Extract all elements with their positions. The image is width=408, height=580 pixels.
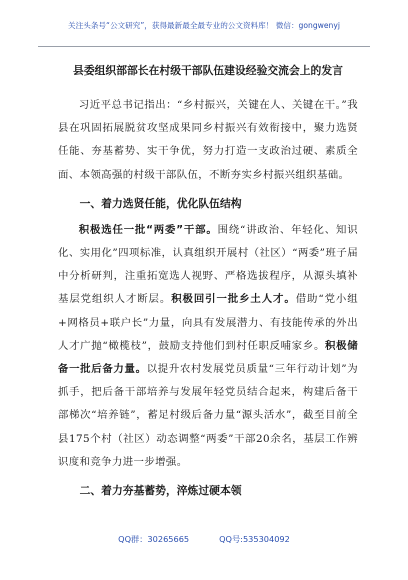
header-divider	[38, 46, 370, 47]
qq-number: QQ号:535304092	[219, 534, 290, 544]
lead-sentence-2: 积极回引一批乡土人才。	[171, 293, 296, 306]
section-heading-2: 二、着力夯基蓄势，淬炼过硬本领	[79, 484, 242, 498]
page-footer	[0, 534, 408, 545]
lead-sentence-1: 积极选任一批“两委”干部。	[78, 223, 218, 236]
document-body	[58, 62, 358, 506]
section-heading-1: 一、着力选贤任能，优化队伍结构	[79, 196, 242, 210]
section1-text-2: 借助“党小组+网格员+联户长”力量，向具有发展潜力、有技能传承的外出人才广抛“橄榄枝”，鼓励支持他们到村任职反哺家乡。	[58, 293, 358, 352]
lead-sentence-3: 积极储备一批后备力量。	[58, 339, 358, 376]
page-header-notice: 关注头条号“公文研究”，获得最新最全最专业的公文资料库！ 微信：gongwenyj	[68, 21, 340, 30]
section1-text-1: 围绕“讲政治、年轻化、知识化、实用化”四项标准，认真组织开展村（社区）“两委”班子届中分析研判，注重拓宽选人视野、严格选拔程序，从源头填补基层党组织人才断层。	[58, 223, 358, 306]
section1-paragraph-1	[58, 219, 358, 474]
qq-group-number: QQ群：30265665	[118, 534, 190, 544]
intro-paragraph: 习近平总书记指出：“乡村振兴，关键在人、关键在干。”我县在巩固拓展脱贫攻坚成果同乡村振兴有效衔接中，聚力选贤任能、夯基蓄势、实干争优，努力打造一支政治过硬、素质全面、本领高强的村级干部队伍，不断夯实乡村振兴组织基础。	[58, 99, 358, 181]
section1-text-3: 以提升农村发展党员质量“三年行动计划”为抓手，把后备干部培养与发展年轻党员结合起来，构建后备干部梯次“培养链”，蓄足村级后备力量“源头活水”，截至目前全县175个村（社区）动态调整“两委”干部20余名，基层工作辨识度和竞争力进一步增强。	[58, 363, 358, 468]
document-title: 县委组织部部长在村级干部队伍建设经验交流会上的发言	[73, 64, 343, 77]
